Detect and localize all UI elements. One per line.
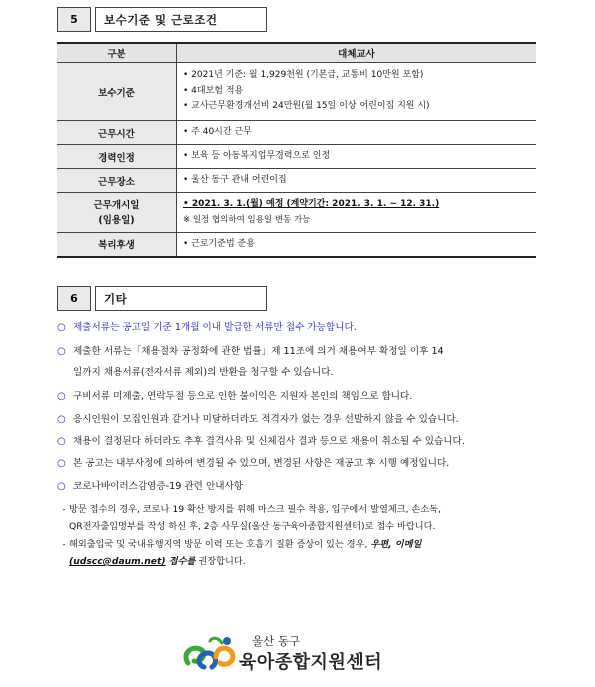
item-text: 제출서류는 공고일 기준 1개월 이내 발급한 서류만 접수 가능합니다. xyxy=(73,322,357,333)
table-row-career xyxy=(57,145,536,169)
circle-bullet-icon: ○ xyxy=(57,414,66,425)
table-row-pay xyxy=(57,63,536,121)
row-label: 근무시간 xyxy=(57,121,177,145)
row-value: • 주 40시간 근무 xyxy=(177,121,537,145)
circle-bullet-icon: ○ xyxy=(57,391,66,402)
item-text: 본 공고는 내부사정에 의하여 변경될 수 있으며, 변경된 사항은 재공고 후 시행 예정입니다. xyxy=(73,458,450,469)
value-line: • 2021. 3. 1.(월) 예정 (계약기간: 2021. 3. 1. ~ 12. 31.) xyxy=(183,199,440,209)
item-text: 일까지 채용서류(전자서류 제외)의 반환을 청구할 수 있습니다. xyxy=(73,367,334,378)
logo-line2: 육아종합지원센터 xyxy=(239,652,383,673)
circle-bullet-icon: ○ xyxy=(57,346,66,357)
section5-number: 5 xyxy=(57,7,91,32)
item-text: 채용이 결정된다 하더라도 추후 결격사유 및 신체검사 결과 등으로 채용이 취소될 수 있습니다. xyxy=(73,436,465,447)
sub-item-text-part: 해외출입국 및 국내유행지역 방문 이력 또는 호흡기 질환 증상이 있는 경우, xyxy=(69,539,371,550)
table-row-location xyxy=(57,169,536,193)
table-row-start-date xyxy=(57,193,536,233)
row-label: 경력인정 xyxy=(57,145,177,169)
sub-item-emphasis: 접수를 xyxy=(165,556,196,567)
list-item-continuation xyxy=(57,365,547,380)
label-line: 근무개시일 xyxy=(93,199,140,211)
value-note: ※ 일정 협의하여 임용일 변동 가능 xyxy=(183,214,311,225)
sub-item-text: QR전자출입명부를 작성 하신 후, 2층 사무실(울산 동구육아종합지원센터)로 접수 바랍니다. xyxy=(69,521,436,532)
sub-item-text: 방문 접수의 경우, 코로나 19 확산 방지를 위해 마스크 필수 착용, 입구에서 발열체크, 손소독, xyxy=(69,504,441,515)
logo-line1: 울산 동구 xyxy=(252,634,301,648)
list-item xyxy=(57,389,547,404)
section6-header xyxy=(57,286,267,311)
section6-number: 6 xyxy=(57,286,91,311)
sub-item-continuation xyxy=(57,554,547,569)
sub-item xyxy=(57,502,547,517)
sub-item-text xyxy=(69,537,421,552)
section6-title: 기타 xyxy=(95,286,267,311)
item-text: 구비서류 미제출, 연락두절 등으로 인한 불이익은 지원자 본인의 책임으로 합니다. xyxy=(73,391,413,402)
row-label: 근무장소 xyxy=(57,169,177,193)
circle-bullet-icon: ○ xyxy=(57,458,66,469)
circle-bullet-icon: ○ xyxy=(57,322,66,333)
table-row-welfare xyxy=(57,233,536,257)
row-label: 복리후생 xyxy=(57,233,177,257)
header-substitute-teacher: 대체교사 xyxy=(177,43,537,63)
sub-item-emphasis: 우편, 이메일 xyxy=(370,539,422,550)
sub-item xyxy=(57,537,547,552)
sub-item-text xyxy=(69,554,246,569)
value-line: • 4대보험 적용 xyxy=(183,85,244,96)
section5-header xyxy=(57,7,267,32)
dash-bullet: - xyxy=(62,504,66,515)
list-item xyxy=(57,320,547,335)
circle-bullet-icon: ○ xyxy=(57,436,66,447)
dash-bullet: - xyxy=(62,539,66,550)
item-text: 코로나바이러스감염증-19 관련 안내사항 xyxy=(73,481,244,492)
list-item xyxy=(57,434,547,449)
list-item xyxy=(57,412,547,427)
item-text: 제출한 서류는「채용절차 공정화에 관한 법률」제 11조에 의거 채용여부 확정일 이후 14 xyxy=(73,346,444,357)
row-label: 보수기준 xyxy=(57,63,177,121)
label-line: (임용일) xyxy=(98,214,135,226)
value-line: • 2021년 기준: 월 1,929천원 (기본급, 교통비 10만원 포함) xyxy=(183,70,424,81)
sub-item-continuation xyxy=(57,519,547,534)
list-item xyxy=(57,479,547,494)
row-value xyxy=(177,63,537,121)
list-item xyxy=(57,344,547,359)
email-address: (udscc@daum.net) xyxy=(69,556,166,567)
row-label xyxy=(57,193,177,233)
row-value: • 울산 동구 관내 어린이집 xyxy=(177,169,537,193)
sub-item-text-part: 권장합니다. xyxy=(195,556,246,567)
circle-bullet-icon: ○ xyxy=(57,481,66,492)
center-logo xyxy=(182,633,397,675)
item-text: 응시인원이 모집인원과 같거나 미달하더라도 적격자가 없는 경우 선발하지 않을 수 있습니다. xyxy=(73,414,459,425)
section5-title: 보수기준 및 근로조건 xyxy=(95,7,267,32)
list-item xyxy=(57,456,547,471)
row-value xyxy=(177,193,537,233)
value-line: • 교사근무환경개선비 24만원(월 15일 이상 어린이집 지원 시) xyxy=(183,101,430,112)
table-header-row xyxy=(57,43,536,63)
conditions-table xyxy=(57,42,536,258)
table-row-hours xyxy=(57,121,536,145)
row-value: • 근로기준법 준용 xyxy=(177,233,537,257)
header-category: 구분 xyxy=(57,43,177,63)
row-value: • 보육 등 아동복지업무경력으로 인정 xyxy=(177,145,537,169)
